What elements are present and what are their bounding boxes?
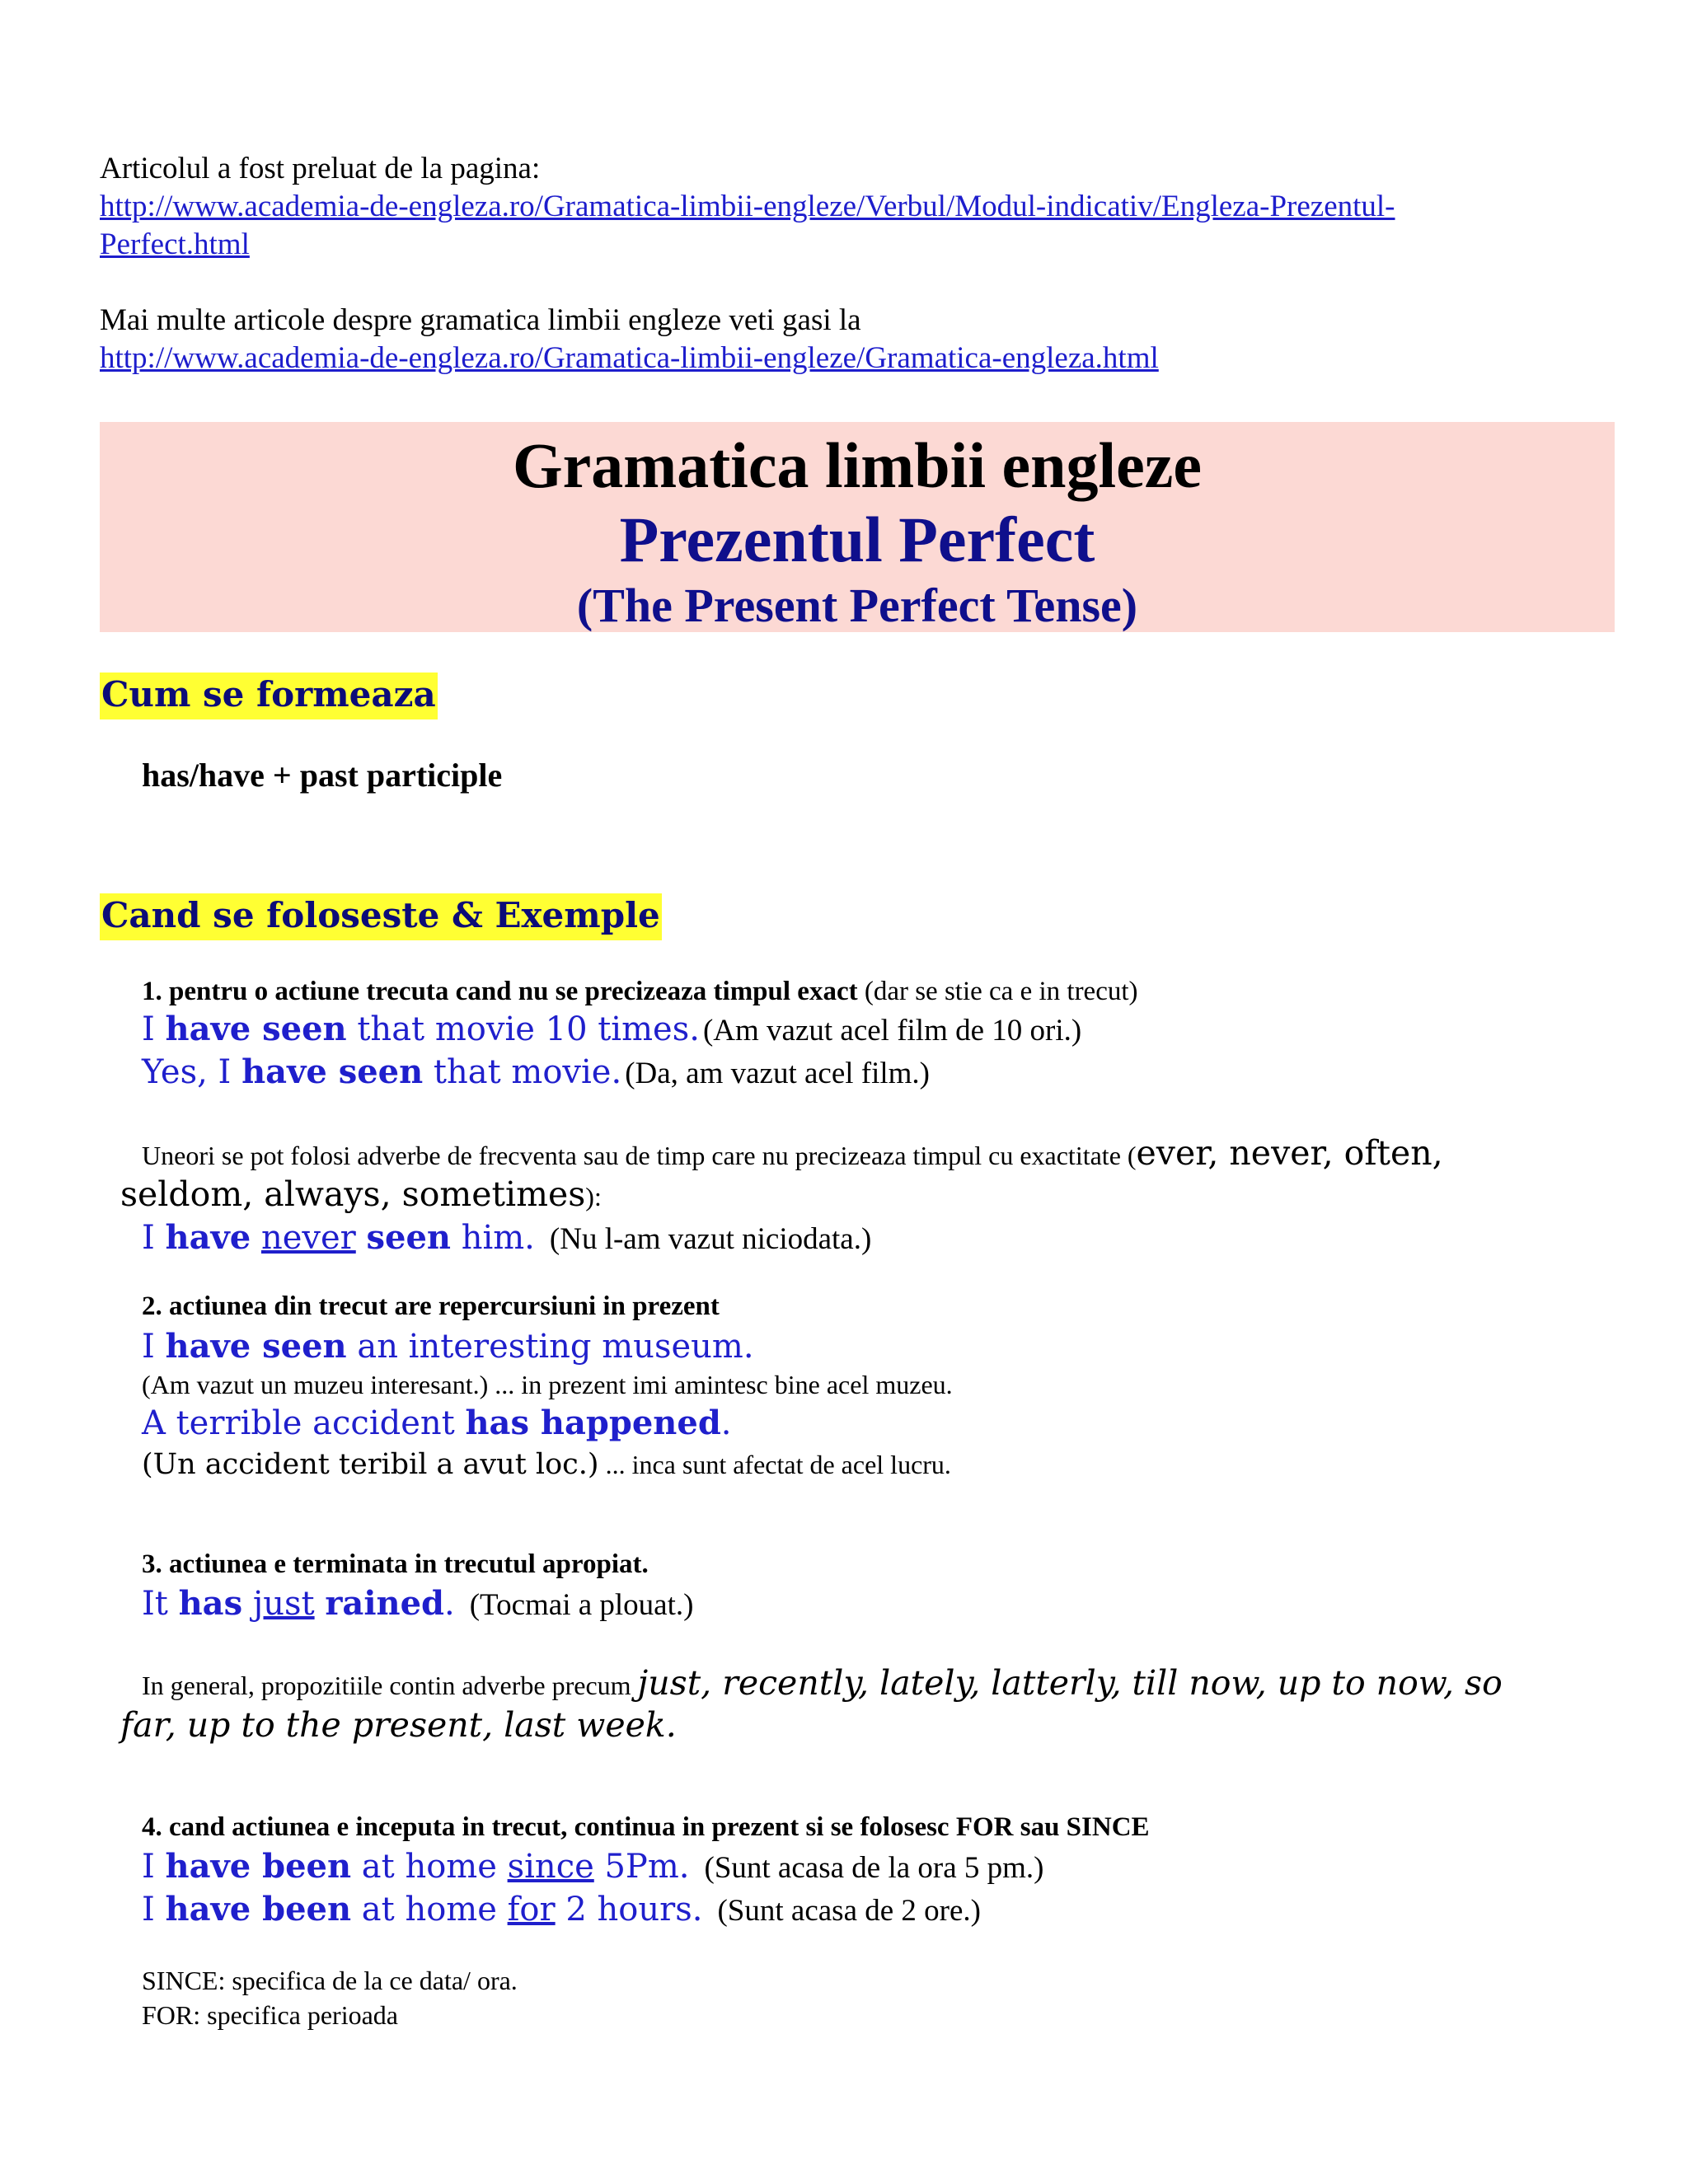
rule-2-example-1: I have seen an interesting museum.	[142, 1327, 754, 1366]
since-note: SINCE: specifica de la ce data/ ora.	[142, 1966, 518, 1995]
rule-1-adverbs-paragraph-line1: Uneori se pot folosi adverbe de frecventa sau de timp care nu precizeaza timpul cu exactitate (ever, never, often,	[142, 1133, 1443, 1173]
rule-3-example-1: It has just rained. (Tocmai a plouat.)	[142, 1584, 694, 1623]
more-articles-text: Mai multe articole despre gramatica limbii engleze veti gasi la	[100, 303, 861, 337]
use-heading: Cand se foloseste & Exemple	[100, 895, 662, 935]
more-articles-link[interactable]: http://www.academia-de-engleza.ro/Gramatica-limbii-engleze/Gramatica-engleza.html	[100, 341, 1159, 375]
rule-4-example-2: I have been at home for 2 hours. (Sunt acasa de 2 ore.)	[142, 1890, 981, 1929]
source-link-line1[interactable]: http://www.academia-de-engleza.ro/Gramatica-limbii-engleze/Verbul/Modul-indicativ/Engleza-Prezentul-	[100, 190, 1395, 223]
rule-1-example-2: Yes, I have seen that movie. (Da, am vazut acel film.)	[142, 1052, 931, 1091]
formula: has/have + past participle	[142, 757, 503, 794]
rule-1-title: 1. pentru o actiune trecuta cand nu se precizeaza timpul exact (dar se stie ca e in trecut)	[142, 977, 1138, 1006]
title-english: (The Present Perfect Tense)	[576, 579, 1138, 632]
rule-3-title: 3. actiunea e terminata in trecutul apropiat.	[142, 1549, 649, 1579]
rule-4-title: 4. cand actiunea e inceputa in trecut, continua in prezent si se folosesc FOR sau SINCE	[142, 1812, 1150, 1842]
title-banner	[100, 422, 1615, 632]
form-heading: Cum se formeaza	[100, 674, 438, 715]
rule-1-adverbs-paragraph-line2: seldom, always, sometimes):	[120, 1174, 602, 1214]
source-link-line2[interactable]: Perfect.html	[100, 227, 250, 261]
rule-3-adverbs-paragraph-line1: In general, propozitiile contin adverbe precum just, recently, lately, latterly, till now, up to now, so	[142, 1663, 1503, 1703]
rule-3-adverbs-paragraph-line2: far, up to the present, last week.	[120, 1705, 677, 1745]
rule-2-example-2: A terrible accident has happened.	[142, 1404, 732, 1442]
rule-1-example-3: I have never seen him. (Nu l-am vazut niciodata.)	[142, 1218, 872, 1257]
rule-4-example-1: I have been at home since 5Pm. (Sunt acasa de la ora 5 pm.)	[142, 1847, 1044, 1886]
title-tense: Prezentul Perfect	[619, 504, 1095, 575]
rule-2-example-1-translation: (Am vazut un muzeu interesant.) ... in prezent imi amintesc bine acel muzeu.	[142, 1370, 953, 1399]
for-note: FOR: specifica perioada	[142, 2000, 398, 2030]
rule-2-example-2-translation: (Un accident teribil a avut loc.) ... inca sunt afectat de acel lucru.	[142, 1448, 951, 1481]
rule-2-title: 2. actiunea din trecut are repercursiuni in prezent	[142, 1291, 720, 1321]
source-intro: Articolul a fost preluat de la pagina:	[100, 152, 541, 185]
title-main: Gramatica limbii engleze	[512, 429, 1203, 501]
rule-1-example-1: I have seen that movie 10 times. (Am vazut acel film de 10 ori.)	[142, 1010, 1082, 1048]
